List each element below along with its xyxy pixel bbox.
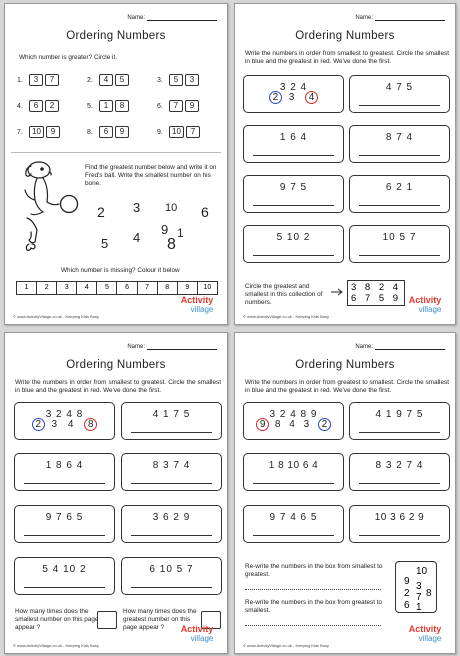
strip-cell[interactable]: 10 xyxy=(203,284,212,291)
pair-1: 1. 3 7 xyxy=(17,74,61,86)
number-card: 9 7 4 6 5 xyxy=(243,505,344,543)
question-greatest-count: How many times does the greatest number on this page appear ? xyxy=(123,608,197,631)
number-card: 10 5 7 xyxy=(349,225,450,263)
number-card: 9 7 6 5 xyxy=(14,505,115,543)
number-card: 4 1 9 7 5 xyxy=(349,402,450,440)
number-card: 5 10 2 xyxy=(243,225,344,263)
dog-with-ball-and-bone-illustration xyxy=(15,160,79,254)
worksheet-3 xyxy=(4,332,228,654)
instruction-circle-greater: Which number is greater? Circle it. xyxy=(19,54,118,61)
scatter-number: 2 xyxy=(97,204,105,220)
number-card: 9 7 5 xyxy=(243,175,344,213)
worksheet-4 xyxy=(234,332,456,654)
worksheet-title: Ordering Numbers xyxy=(295,359,395,371)
pair-6: 6. 7 9 xyxy=(157,100,201,112)
strip-cell[interactable]: 3 xyxy=(57,282,77,294)
scatter-number: 1 xyxy=(177,226,184,240)
number-card: 3 2 4 8 2 3 4 8 xyxy=(14,402,115,440)
scatter-number: 5 xyxy=(101,236,109,251)
scatter-number: 3 xyxy=(133,200,141,215)
number-card: 4 7 5 xyxy=(349,75,450,113)
strip-cell[interactable]: 1 xyxy=(17,282,37,294)
worksheet-title: Ordering Numbers xyxy=(295,30,395,42)
pair-8: 8. 6 9 xyxy=(87,126,131,138)
strip-cell[interactable]: 9 xyxy=(178,282,198,294)
number-collection-box: 3 8 2 4 6 7 5 9 xyxy=(347,280,405,306)
instruction-greatest-smallest: Find the greatest number below and write it on Fred's ball. Write the smallest number on his bone. xyxy=(85,164,217,187)
worksheet-1 xyxy=(4,3,228,325)
strip-cell[interactable]: 5 xyxy=(97,282,117,294)
pair-5: 5. 1 8 xyxy=(87,100,131,112)
strip-cell[interactable]: 2 xyxy=(37,282,57,294)
pair-3: 3. 5 3 xyxy=(157,74,201,86)
worksheet-title: Ordering Numbers xyxy=(66,359,166,371)
question-smallest-count: How many times does the smallest number on this page appear ? xyxy=(15,608,99,631)
instruction-order: Write the numbers in order from smallest to greatest. Circle the smallest in blue and the greatest in red. We've done the first. xyxy=(15,379,221,394)
number-card: 4 1 7 5 xyxy=(121,402,222,440)
instruction-rewrite-descending: Re-write the numbers in the box from greatest to smallest. xyxy=(245,599,383,614)
scatter-number: 9 xyxy=(161,222,169,237)
scatter-number: 6 xyxy=(201,204,209,220)
pair-4: 4. 6 2 xyxy=(17,100,61,112)
activity-village-logo: Activity village xyxy=(180,624,214,643)
footer-text: © www.ActivityVillage.co.uk - Keeping Kids Busy xyxy=(13,643,100,648)
name-field: Name: xyxy=(355,344,445,350)
number-cluster-box: 10 9 2 3 7 8 6 1 xyxy=(395,561,437,613)
worksheet-title: Ordering Numbers xyxy=(66,30,166,42)
number-card: 6 10 5 7 xyxy=(121,557,222,595)
number-card: 5 4 10 2 xyxy=(14,557,115,595)
footer-text: © www.ActivityVillage.co.uk - Keeping Kids Busy xyxy=(13,314,100,319)
worksheet-2 xyxy=(234,3,456,325)
name-field: Name: xyxy=(127,15,217,21)
number-card: 8 3 2 7 4 xyxy=(349,453,450,491)
number-card: 3 2 4 2 3 4 xyxy=(243,75,344,113)
scatter-number: 4 xyxy=(133,230,141,245)
scatter-number: 8 xyxy=(167,236,176,253)
footer-text: © www.ActivityVillage.co.uk - Keeping Kids Busy xyxy=(243,314,330,319)
instruction-order: Write the numbers in order from smallest to greatest. Circle the smallest in blue and the greatest in red. We've done the first. xyxy=(245,50,449,65)
answer-line[interactable] xyxy=(245,625,381,626)
instruction-collection: Circle the greatest and smallest in this collection of numbers. xyxy=(245,283,323,306)
number-card: 3 6 2 9 xyxy=(121,505,222,543)
answer-box-smallest[interactable] xyxy=(97,611,117,629)
number-card: 10 3 6 2 9 xyxy=(349,505,450,543)
activity-village-logo: Activity village xyxy=(408,624,442,643)
number-card: 8 7 4 xyxy=(349,125,450,163)
name-field: Name: xyxy=(127,344,217,350)
number-card: 8 3 7 4 xyxy=(121,453,222,491)
activity-village-logo: Activity village xyxy=(408,295,442,314)
strip-cell[interactable]: 6 xyxy=(117,282,137,294)
instruction-order: Write the numbers in order from greatest to smallest. Circle the smallest in blue and the greatest in red. We've done the first. xyxy=(245,379,449,394)
pair-2: 2. 4 5 xyxy=(87,74,131,86)
pair-7: 7. 10 9 xyxy=(17,126,62,138)
arrow-right-icon xyxy=(331,288,345,296)
strip-cell[interactable]: 7 xyxy=(138,282,158,294)
answer-line[interactable] xyxy=(245,589,381,590)
number-card: 1 6 4 xyxy=(243,125,344,163)
footer-text: © www.ActivityVillage.co.uk - Keeping Kids Busy xyxy=(243,643,330,648)
number-card: 1 8 6 4 xyxy=(14,453,115,491)
number-strip xyxy=(16,281,218,295)
name-field: Name: xyxy=(355,15,445,21)
scatter-number: 10 xyxy=(165,202,178,214)
ball-icon xyxy=(61,196,78,213)
number-card: 3 2 4 8 9 9 8 4 3 2 xyxy=(243,402,344,440)
number-card: 6 2 1 xyxy=(349,175,450,213)
instruction-rewrite-ascending: Re-write the numbers in the box from smallest to greatest. xyxy=(245,563,383,578)
activity-village-logo: Activity village xyxy=(180,295,214,314)
strip-cell[interactable]: 8 xyxy=(158,282,178,294)
pair-9: 9. 10 7 xyxy=(157,126,202,138)
instruction-missing-number: Which number is missing? Colour it below xyxy=(61,267,180,274)
strip-cell[interactable]: 4 xyxy=(77,282,97,294)
number-card: 1 8 10 6 4 xyxy=(243,453,344,491)
